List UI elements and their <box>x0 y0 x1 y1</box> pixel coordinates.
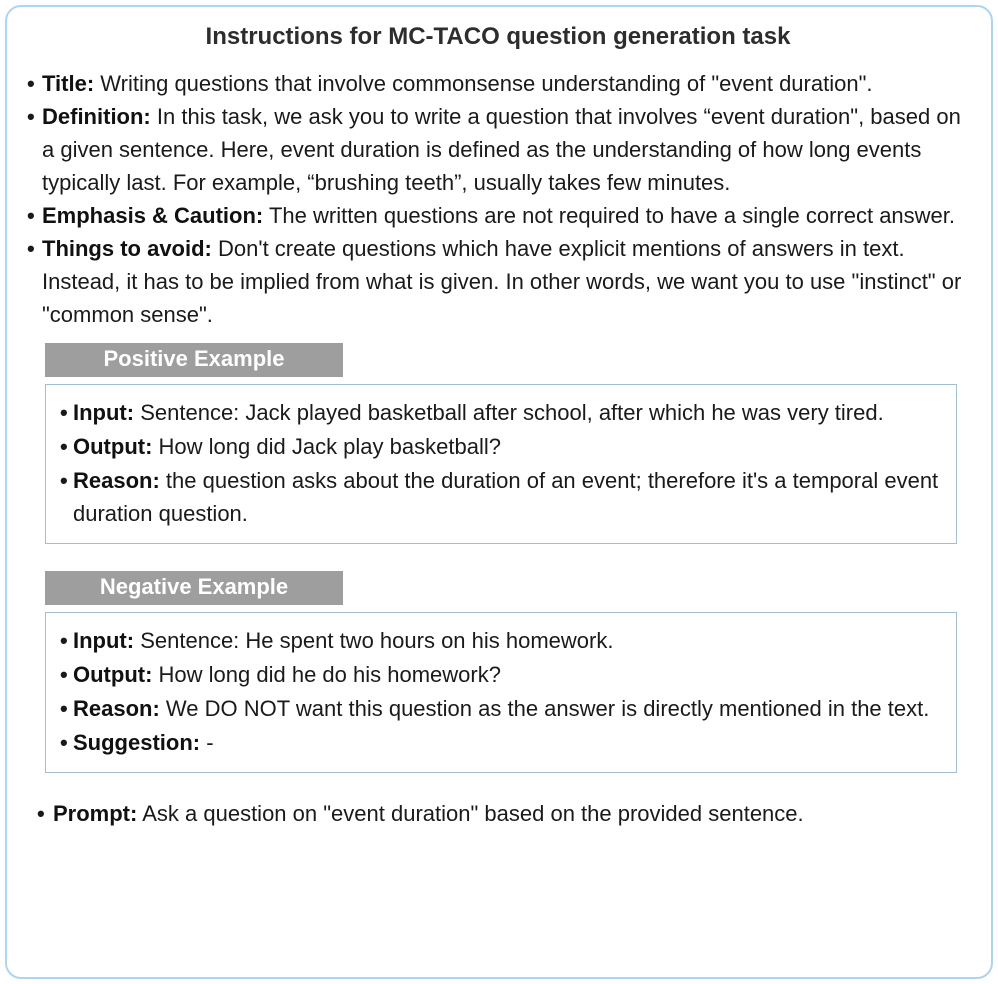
item-text: In this task, we ask you to write a question that involves “event duration", based on a given sentence. Here, event duration is defined as the understanding of how long events typically last. For example, “brushing teeth”, usually takes few minutes. <box>42 104 961 195</box>
prompt-text: Ask a question on "event duration" based on the provided sentence. <box>142 801 804 826</box>
item-text: How long did Jack play basketball? <box>158 434 501 459</box>
item-text: The written questions are not required to have a single correct answer. <box>268 203 956 228</box>
negative-example-input <box>60 624 942 657</box>
item-label: Definition: <box>42 104 151 129</box>
instruction-item-title <box>27 67 969 100</box>
positive-example-box <box>45 384 957 544</box>
positive-example-input <box>60 396 942 429</box>
positive-example-header: Positive Example <box>45 343 343 377</box>
instructions-list <box>27 67 969 331</box>
negative-example-suggestion <box>60 726 942 759</box>
item-label: Suggestion: <box>73 730 201 755</box>
item-label: Things to avoid: <box>42 236 212 261</box>
positive-example-reason <box>60 464 942 530</box>
positive-example-output <box>60 430 942 463</box>
item-text: Don't create questions which have explicit mentions of answers in text. Instead, it has to be implied from what is given. In other words, we want you to use "instinct" or "common sense". <box>42 236 962 327</box>
item-text: Sentence: Jack played basketball after school, after which he was very tired. <box>140 400 884 425</box>
instruction-item-definition <box>27 100 969 199</box>
item-text: the question asks about the duration of an event; therefore it's a temporal event duration question. <box>73 468 939 526</box>
item-label: Title: <box>42 71 95 96</box>
page-title: Instructions for MC-TACO question generation task <box>205 23 791 50</box>
negative-example-header: Negative Example <box>45 571 343 605</box>
item-text: Sentence: He spent two hours on his homework. <box>140 628 614 653</box>
positive-example-list <box>60 396 942 530</box>
negative-example-list <box>60 624 942 759</box>
item-text: Writing questions that involve commonsense understanding of "event duration". <box>100 71 873 96</box>
item-label: Input: <box>73 400 135 425</box>
item-label: Output: <box>73 662 153 687</box>
prompt-line <box>37 797 969 830</box>
item-label: Reason: <box>73 468 160 493</box>
instruction-item-emphasis-caution <box>27 199 969 232</box>
item-text: We DO NOT want this question as the answer is directly mentioned in the text. <box>165 696 930 721</box>
negative-example-output <box>60 658 942 691</box>
item-label: Input: <box>73 628 135 653</box>
item-label: Reason: <box>73 696 160 721</box>
negative-example-reason <box>60 692 942 725</box>
prompt-label: Prompt: <box>53 801 138 826</box>
item-label: Output: <box>73 434 153 459</box>
item-text: - <box>206 730 214 755</box>
item-label: Emphasis & Caution: <box>42 203 264 228</box>
item-text: How long did he do his homework? <box>158 662 501 687</box>
negative-example-box <box>45 612 957 773</box>
instruction-item-things-to-avoid <box>27 232 969 331</box>
instructions-panel <box>5 5 993 979</box>
